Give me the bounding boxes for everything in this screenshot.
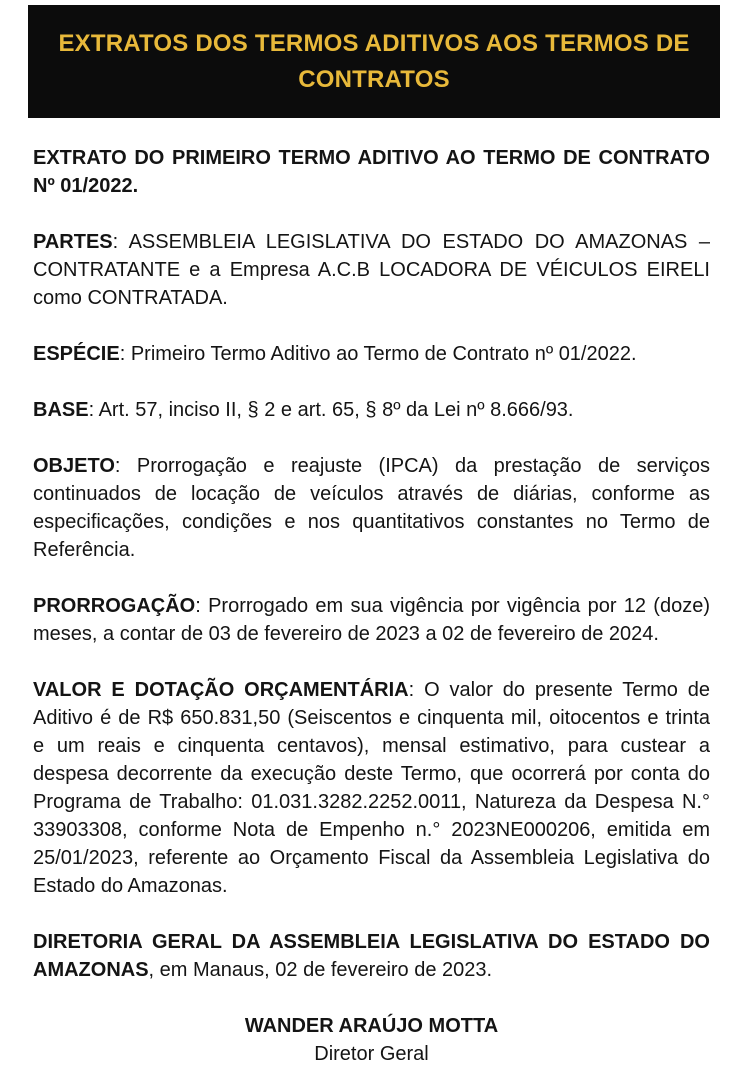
paragraph-partes — [33, 228, 710, 312]
paragraph-diretoria-geral — [33, 928, 710, 984]
signature-name: WANDER ARAÚJO MOTTA — [244, 1015, 499, 1037]
paragraph-prorrogacao-label: PRORROGAÇÃO — [33, 595, 196, 617]
document-page — [0, 5, 740, 1065]
paragraph-base-label: BASE — [33, 399, 89, 421]
paragraph-valor-dotacao-text: : O valor do presente Termo de Aditivo é de R$ 650.831,50 (Seiscentos e cinquenta mil, oitocentos e trinta e um reais e cinquenta centavos), mensal estimativo, para custear a despesa decorrente da execução deste Termo, que ocorrerá por conta do Programa de Trabalho: 01.031.3282.2252.0011, Natureza da Despesa N.° 33903308, conforme Nota de Empenho n.° 2023NE000206, emitida em 25/01/2023, referente ao Orçamento Fiscal da Assembleia Legislativa do Estado do Amazonas. — [33, 679, 710, 897]
signature-block — [33, 1012, 710, 1068]
paragraph-valor-dotacao-label: VALOR E DOTAÇÃO ORÇAMENTÁRIA — [33, 679, 409, 701]
paragraph-extrato — [33, 144, 710, 200]
paragraph-especie — [33, 340, 710, 368]
document-body — [0, 144, 740, 1068]
paragraph-valor-dotacao — [33, 676, 710, 900]
document-title: EXTRATOS DOS TERMOS ADITIVOS AOS TERMOS DE CONTRATOS — [58, 29, 690, 93]
paragraph-base — [33, 396, 710, 424]
paragraph-diretoria-geral-label: DIRETORIA GERAL DA ASSEMBLEIA LEGISLATIVA DO ESTADO DO AMAZONAS — [33, 931, 710, 981]
document-title-banner — [28, 5, 720, 118]
paragraph-diretoria-geral-text: , em Manaus, 02 de fevereiro de 2023. — [148, 959, 493, 981]
paragraph-especie-label: ESPÉCIE — [33, 343, 120, 365]
paragraph-objeto-text: : Prorrogação e reajuste (IPCA) da prestação de serviços continuados de locação de veículos através de diárias, conforme as especificações, condições e nos quantitativos constantes no Termo de Referência. — [33, 455, 710, 561]
paragraph-objeto — [33, 452, 710, 564]
paragraph-extrato-text: EXTRATO DO PRIMEIRO TERMO ADITIVO AO TERMO DE CONTRATO Nº 01/2022. — [33, 147, 710, 197]
paragraph-prorrogacao — [33, 592, 710, 648]
paragraph-base-text: : Art. 57, inciso II, § 2 e art. 65, § 8º da Lei nº 8.666/93. — [88, 399, 574, 421]
paragraph-partes-label: PARTES — [33, 231, 113, 253]
paragraph-prorrogacao-text: : Prorrogado em sua vigência por vigência por 12 (doze) meses, a contar de 03 de fevereiro de 2023 a 02 de fevereiro de 2024. — [33, 595, 710, 645]
paragraph-partes-text: : ASSEMBLEIA LEGISLATIVA DO ESTADO DO AMAZONAS – CONTRATANTE e a Empresa A.C.B LOCADORA DE VÉICULOS EIRELI como CONTRATADA. — [33, 231, 710, 309]
paragraph-especie-text: : Primeiro Termo Aditivo ao Termo de Contrato nº 01/2022. — [119, 343, 637, 365]
paragraph-objeto-label: OBJETO — [33, 455, 115, 477]
signature-role: Diretor Geral — [314, 1043, 429, 1065]
